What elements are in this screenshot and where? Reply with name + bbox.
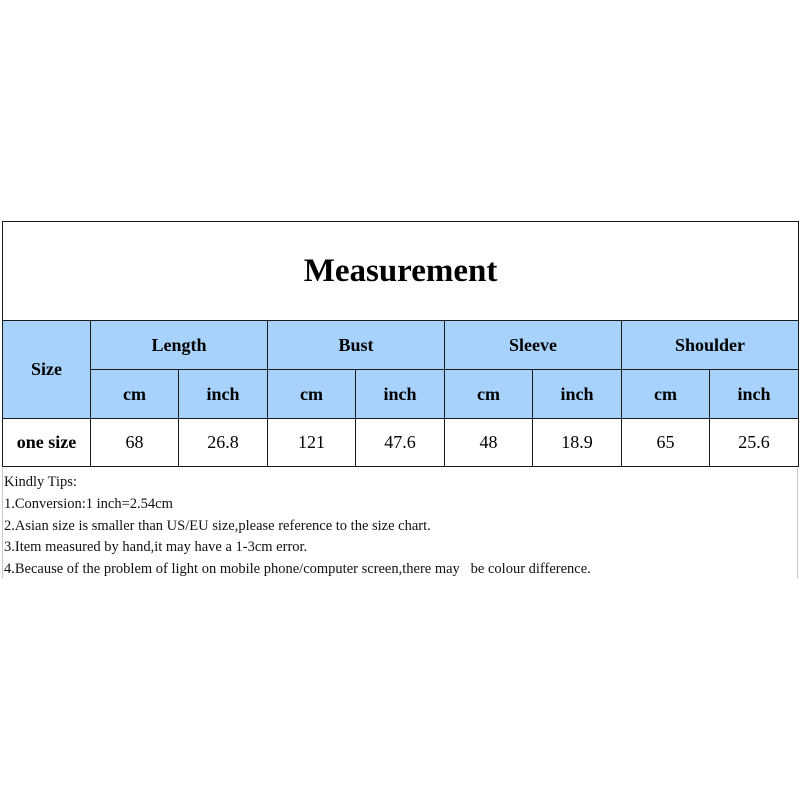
unit-header: inch [179, 370, 268, 419]
table-cell: 26.8 [179, 419, 268, 467]
divider [797, 468, 798, 578]
tip-item: 2.Asian size is smaller than US/EU size,please reference to the size chart. [4, 517, 431, 534]
column-header-bust: Bust [268, 321, 445, 370]
table-cell: 121 [268, 419, 356, 467]
tip-item: 3.Item measured by hand,it may have a 1-3cm error. [4, 539, 308, 556]
unit-header: inch [533, 370, 622, 419]
row-label: one size [3, 419, 91, 467]
table-cell: 65 [622, 419, 710, 467]
column-header-sleeve: Sleeve [445, 321, 622, 370]
table-cell: 25.6 [710, 419, 799, 467]
table-cell: 47.6 [356, 419, 445, 467]
tip-item: 4.Because of the problem of light on mobile phone/computer screen,there may be colour difference. [4, 561, 591, 578]
size-table [2, 221, 799, 467]
size-header: Size [3, 321, 91, 419]
column-header-length: Length [91, 321, 268, 370]
column-header-shoulder: Shoulder [622, 321, 799, 370]
unit-header: cm [622, 370, 710, 419]
table-cell: 68 [91, 419, 179, 467]
unit-header: cm [91, 370, 179, 419]
tips-section [4, 472, 794, 581]
table-row [3, 419, 799, 467]
table-cell: 48 [445, 419, 533, 467]
table-cell: 18.9 [533, 419, 622, 467]
divider [2, 468, 3, 578]
tips-heading: Kindly Tips: [4, 474, 77, 490]
unit-header: cm [268, 370, 356, 419]
unit-header: inch [710, 370, 799, 419]
size-chart [2, 221, 798, 467]
page-title: Measurement [3, 222, 799, 321]
unit-header: cm [445, 370, 533, 419]
tip-item: 1.Conversion:1 inch=2.54cm [4, 495, 173, 512]
unit-header: inch [356, 370, 445, 419]
